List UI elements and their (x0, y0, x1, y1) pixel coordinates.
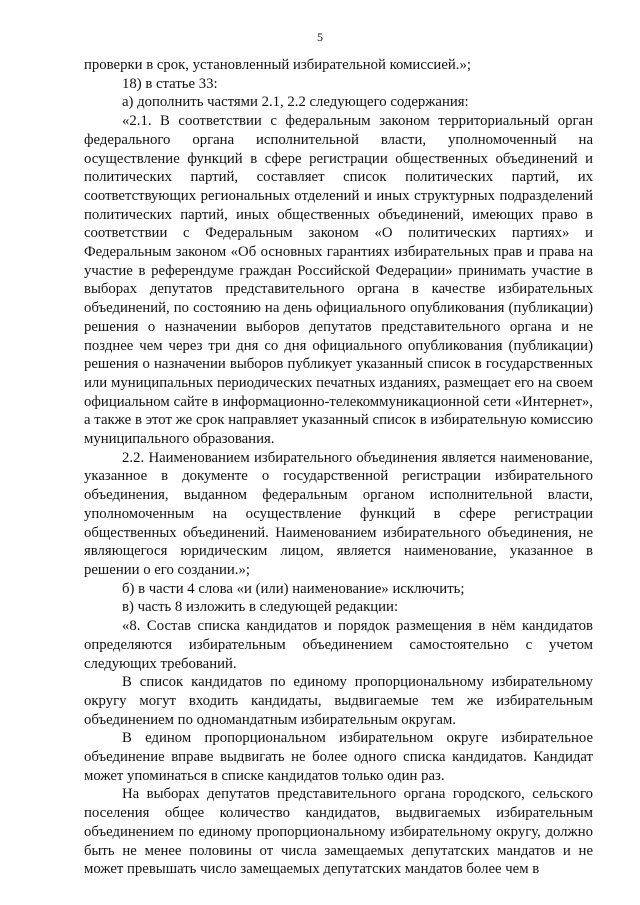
paragraph: 18) в статье 33: (122, 75, 218, 92)
document-body (84, 56, 593, 879)
paragraph: в) часть 8 изложить в следующей редакции: (122, 599, 399, 616)
paragraph: б) в части 4 слова «и (или) наименование» исключить; (122, 580, 465, 597)
paragraph: «2.1. В соответствии с федеральным законом территориальный орган федерального органа исполнительной власти, уполномоченный на осуществление функций в сфере регистрации общественных объединений и политических партий, составляет список политических партий, их соответствующих региональных отделений и иных структурных подразделений политических партий, иных общественных объединений, имеющих право в соответствии с Федеральным законом «О политических партиях» и Федеральным законом «Об основных гарантиях избирательных прав и права на участие в референдуме граждан Российской Федерации» принимать участие в выборах депутатов представительного органа в качестве избирательных объединений, по состоянию на день официального опубликования (публикации) решения о назначении выборов депутатов представительного органа и не позднее чем через три дня со дня официального опубликования (публикации) решения о назначении выборов публикует указанный список в государственных или муниципальных периодических печатных изданиях, размещает его на своем официальном сайте в информационно-телекоммуникационной сети «Интернет», а также в этот же срок направляет указанный список в избирательную комиссию муниципального образования. (84, 113, 593, 448)
paragraph: «8. Состав списка кандидатов и порядок размещения в нём кандидатов определяются избирательным объединением самостоятельно с учетом следующих требований. (84, 618, 593, 672)
paragraph: 2.2. Наименованием избирательного объединения является наименование, указанное в документе о государственной регистрации избирательного объединения, выданном федеральным органом исполнительной власти, уполномоченным на осуществление функций в сфере регистрации общественных объединений. Наименованием избирательного объединения, не являющегося юридическим лицом, является наименование, указанное в решении о его создании.»; (84, 449, 593, 578)
paragraph: В едином пропорциональном избирательном округе избирательное объединение вправе выдвигать не более одного списка кандидатов. Кандидат может упоминаться в списке кандидатов только один раз. (84, 730, 593, 784)
paragraph: проверки в срок, установленный избирательной комиссией.»; (84, 57, 471, 73)
paragraph: На выборах депутатов представительного органа городского, сельского поселения общее количество кандидатов, выдвигаемых избирательным объединением по единому пропорциональному избирательному округу, должно быть не менее половины от числа замещаемых депутатских мандатов и не может превышать число замещаемых депутатских мандатов более чем в (84, 786, 593, 878)
page-number: 5 (317, 30, 323, 44)
paragraph: а) дополнить частями 2.1, 2.2 следующего содержания: (122, 94, 469, 111)
paragraph: В список кандидатов по единому пропорциональному избирательному округу могут входить кандидаты, выдвигаемые тем же избирательным объединением по одномандатным избирательным округам. (84, 674, 593, 728)
